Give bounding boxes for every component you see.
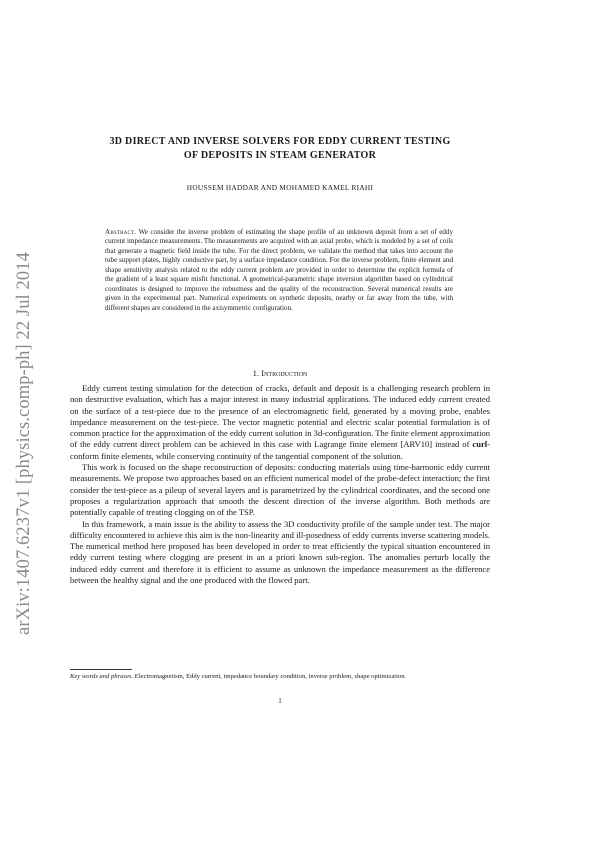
paragraph-3: In this framework, a main issue is the ability to assess the 3D conductivity profile of the sample under test. The major difficulty encountered to achieve this aim is the non-linearity and ill-posedness of eddy currents inverse scattering models. The numerical method here proposed has been developed in order to treat efficiently the typical situation encountered in eddy current testing where clogging are present in an a priori known sub-region. The anomalies perturb locally the induced eddy current and therefore it is efficient to assume as unknown the impedance measurement as the difference between the healthy signal and the one produced with the flowed part.	[70, 518, 490, 586]
arxiv-identifier-text: arXiv:1407.6237v1 [physics.comp-ph] 22 Jul 2014	[13, 251, 34, 635]
section-number: 1.	[252, 368, 260, 378]
section-heading-introduction	[70, 368, 490, 378]
paper-title-line-2: OF DEPOSITS IN STEAM GENERATOR	[183, 149, 377, 161]
paper-title	[70, 135, 490, 162]
paragraph-1	[70, 383, 490, 462]
abstract-label: Abstract.	[105, 228, 137, 236]
paragraph-1-text-b: -conform finite elements, while conserving continuity of the tangential component of the solution.	[70, 439, 490, 461]
footnote-divider	[70, 669, 132, 670]
paragraph-2: This work is focused on the shape reconstruction of deposits: conducting materials using time-harmonic eddy current measurements. We propose two approaches based on an efficient numerical model of the probe-defect interaction; the first consider the test-piece as a pileup of several layers and is parametrized by the cylindrical coordinates, and the second one proposes a regularization approach that smooth the descent direction of the inverse algorithm. Both methods are potentially capable of treating clogging on of the TSP.	[70, 462, 490, 518]
footnote-text: Electromagnetism, Eddy current, impedance boundary condition, inverse problem, shape optimization.	[134, 673, 407, 680]
abstract-text: We consider the inverse problem of estimating the shape profile of an unknown deposit from a set of eddy current impedance measurements. The measurements are acquired with an axial probe, which is modeled by a set of coils that generate a magnetic field inside the tube. For the direct problem, we validate the method that takes into account the tube support plates, highly conductive part, by a surface impedance condition. For the inverse problem, finite element and shape sensitivity analysis related to the eddy current problem are provided in order to determine the explicit formula of the gradient of a least square misfit functional. A geometrical-parametric shape inversion algorithm based on cylindrical coordinates is designed to improve the robustness and the quality of the reconstruction. Several numerical results are given in the experimental part. Numerical experiments on synthetic deposits, nearby or far away from the tube, with different shapes are considered in the axisymmetric configuration.	[105, 228, 453, 312]
paragraph-1-bold-term: curl	[472, 439, 488, 450]
arxiv-identifier-stamp	[10, 208, 38, 678]
paragraph-1-text-a: Eddy current testing simulation for the detection of cracks, default and deposit is a challenging research problem in non destructive evaluation, which has a major interest in many industrial applications. The induced eddy current created on the surface of a test-piece due to the presence of an electromagnetic field, generated by a moving probe, enables impedance measurement on the test-piece. The vector magnetic potential and electric scalar potential formulation is of common practice for the approximation of the eddy current solution in 3d-configuration. The finite element approximation of the eddy current direct problem can be achieved in this case with Lagrange finite element [ARV10] instead of	[70, 383, 490, 450]
footnote-label: Key words and phrases.	[70, 673, 134, 680]
introduction-body	[70, 383, 490, 586]
abstract	[105, 228, 453, 313]
section-title: Introduction	[261, 368, 308, 378]
page-number: 1	[278, 697, 282, 705]
paper-title-line-1: 3D DIRECT AND INVERSE SOLVERS FOR EDDY CURRENT TESTING	[109, 136, 451, 147]
footnote-keywords	[70, 673, 490, 682]
paper-authors: HOUSSEM HADDAR AND MOHAMED KAMEL RIAHI	[186, 183, 374, 192]
